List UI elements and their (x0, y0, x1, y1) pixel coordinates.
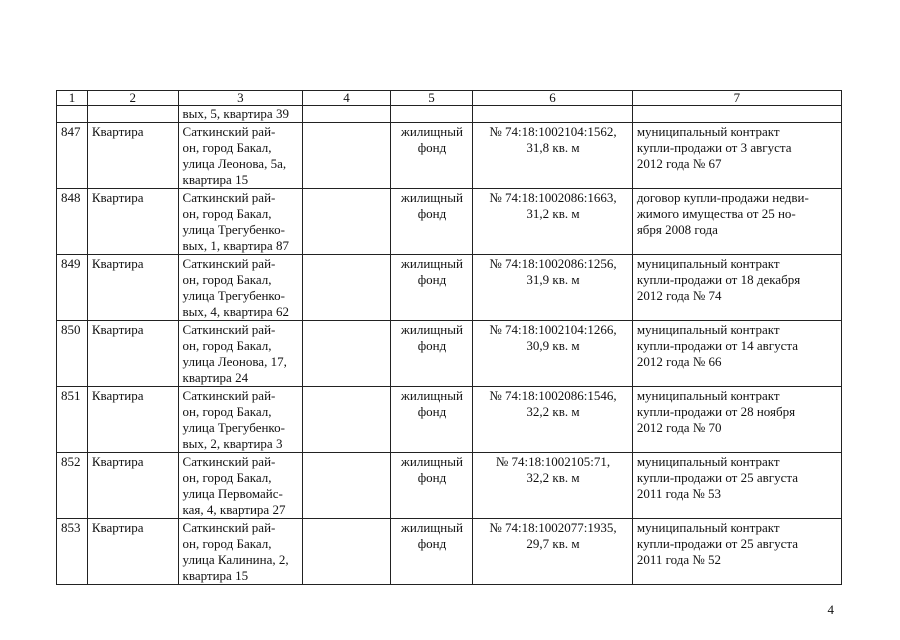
cell-fund (390, 321, 472, 387)
cell-basis (632, 106, 841, 123)
cell-number: 849 (57, 255, 88, 321)
cell-empty (303, 123, 391, 189)
cell-number: 850 (57, 321, 88, 387)
cell-address: вых, 5, квартира 39 (178, 106, 303, 123)
table-row (57, 189, 842, 255)
cell-line: жилищный (400, 124, 463, 139)
cell-line: Саткинский рай- (182, 454, 276, 469)
cell-type: Квартира (87, 189, 178, 255)
cell-address (178, 189, 303, 255)
table-row (57, 321, 842, 387)
column-header: 2 (87, 91, 178, 106)
cell-line: жилищный (400, 190, 463, 205)
cell-line: Саткинский рай- (182, 190, 276, 205)
cell-empty (303, 453, 391, 519)
cell-line: 32,2 кв. м (526, 404, 580, 419)
cell-basis (632, 255, 841, 321)
cell-number (57, 106, 88, 123)
cell-line: муниципальный контракт (636, 322, 780, 337)
cell-fund (390, 387, 472, 453)
column-header: 7 (632, 91, 841, 106)
cell-line: фонд (417, 140, 447, 155)
table-header (57, 91, 842, 106)
cell-basis (632, 123, 841, 189)
cell-type: Квартира (87, 387, 178, 453)
property-registry-table (56, 90, 842, 585)
cell-line: 2011 года № 52 (636, 552, 722, 567)
cell-basis (632, 453, 841, 519)
cell-line: 2012 года № 70 (636, 420, 722, 435)
cell-line: 31,2 кв. м (526, 206, 580, 221)
cell-line: № 74:18:1002086:1546, (489, 388, 617, 403)
cell-line: договор купли-продажи недви- (636, 190, 809, 205)
cell-fund (390, 106, 472, 123)
cell-type: Квартира (87, 321, 178, 387)
cell-line: 2012 года № 67 (636, 156, 722, 171)
continuation-row (57, 106, 842, 123)
cell-empty (303, 189, 391, 255)
cell-line: 31,8 кв. м (526, 140, 580, 155)
cell-type: Квартира (87, 519, 178, 585)
cell-cadastral (473, 321, 633, 387)
cell-line: ября 2008 года (636, 222, 718, 237)
cell-line: он, город Бакал, (182, 272, 272, 287)
table-row (57, 519, 842, 585)
column-header: 5 (390, 91, 472, 106)
cell-line: купли-продажи от 25 августа (636, 536, 798, 551)
cell-empty (303, 106, 391, 123)
cell-line: жилищный (400, 520, 463, 535)
cell-basis (632, 387, 841, 453)
table-row (57, 255, 842, 321)
cell-address (178, 519, 303, 585)
cell-line: Саткинский рай- (182, 256, 276, 271)
cell-line: он, город Бакал, (182, 536, 272, 551)
table-row (57, 123, 842, 189)
cell-line: фонд (417, 470, 447, 485)
cell-number: 853 (57, 519, 88, 585)
cell-empty (303, 519, 391, 585)
cell-line: кая, 4, квартира 27 (182, 502, 286, 517)
cell-cadastral (473, 519, 633, 585)
cell-type (87, 106, 178, 123)
cell-line: муниципальный контракт (636, 256, 780, 271)
cell-address (178, 321, 303, 387)
cell-line: вых, 1, квартира 87 (182, 238, 289, 253)
cell-line: улица Трегубенко- (182, 420, 285, 435)
cell-line: № 74:18:1002086:1663, (489, 190, 617, 205)
column-number-row (57, 91, 842, 106)
cell-type: Квартира (87, 123, 178, 189)
cell-line: квартира 24 (182, 370, 249, 385)
cell-line: фонд (417, 272, 447, 287)
cell-line: 2011 года № 53 (636, 486, 722, 501)
cell-line: улица Трегубенко- (182, 222, 285, 237)
cell-basis (632, 321, 841, 387)
cell-line: жимого имущества от 25 но- (636, 206, 796, 221)
cell-line: жилищный (400, 322, 463, 337)
cell-line: жилищный (400, 388, 463, 403)
cell-line: улица Леонова, 17, (182, 354, 287, 369)
cell-fund (390, 123, 472, 189)
table-body (57, 106, 842, 585)
cell-line: вых, 2, квартира 3 (182, 436, 283, 451)
cell-line: Саткинский рай- (182, 388, 276, 403)
cell-line: № 74:18:1002104:1562, (489, 124, 617, 139)
cell-address (178, 453, 303, 519)
cell-line: муниципальный контракт (636, 124, 780, 139)
cell-cadastral (473, 106, 633, 123)
cell-line: квартира 15 (182, 568, 249, 583)
cell-line: вых, 4, квартира 62 (182, 304, 289, 319)
cell-line: № 74:18:1002104:1266, (489, 322, 617, 337)
cell-address (178, 387, 303, 453)
cell-line: он, город Бакал, (182, 470, 272, 485)
cell-address (178, 255, 303, 321)
cell-line: он, город Бакал, (182, 140, 272, 155)
cell-line: 32,2 кв. м (526, 470, 580, 485)
cell-empty (303, 255, 391, 321)
cell-type: Квартира (87, 453, 178, 519)
cell-basis (632, 519, 841, 585)
cell-line: квартира 15 (182, 172, 249, 187)
cell-cadastral (473, 387, 633, 453)
cell-empty (303, 321, 391, 387)
cell-fund (390, 453, 472, 519)
cell-line: купли-продажи от 3 августа (636, 140, 792, 155)
cell-line: он, город Бакал, (182, 404, 272, 419)
cell-line: муниципальный контракт (636, 520, 780, 535)
cell-line: Саткинский рай- (182, 520, 276, 535)
cell-number: 848 (57, 189, 88, 255)
cell-empty (303, 387, 391, 453)
cell-fund (390, 255, 472, 321)
cell-line: муниципальный контракт (636, 454, 780, 469)
cell-cadastral (473, 123, 633, 189)
cell-cadastral (473, 255, 633, 321)
cell-line: улица Калинина, 2, (182, 552, 289, 567)
cell-line: купли-продажи от 25 августа (636, 470, 798, 485)
cell-line: улица Трегубенко- (182, 288, 285, 303)
cell-line: улица Первомайс- (182, 486, 283, 501)
cell-line: 30,9 кв. м (526, 338, 580, 353)
cell-line: 2012 года № 74 (636, 288, 722, 303)
cell-address (178, 123, 303, 189)
cell-number: 847 (57, 123, 88, 189)
cell-line: 31,9 кв. м (526, 272, 580, 287)
column-header: 6 (473, 91, 633, 106)
cell-line: муниципальный контракт (636, 388, 780, 403)
cell-line: купли-продажи от 14 августа (636, 338, 798, 353)
cell-line: улица Леонова, 5а, (182, 156, 287, 171)
cell-number: 852 (57, 453, 88, 519)
cell-line: жилищный (400, 454, 463, 469)
cell-line: жилищный (400, 256, 463, 271)
page-number: 4 (827, 602, 834, 617)
cell-line: № 74:18:1002105:71, (495, 454, 611, 469)
cell-basis (632, 189, 841, 255)
cell-cadastral (473, 189, 633, 255)
cell-line: 29,7 кв. м (526, 536, 580, 551)
cell-line: купли-продажи от 18 декабря (636, 272, 801, 287)
table-row (57, 453, 842, 519)
cell-line: фонд (417, 404, 447, 419)
table-row (57, 387, 842, 453)
cell-line: № 74:18:1002077:1935, (489, 520, 617, 535)
cell-fund (390, 519, 472, 585)
cell-line: фонд (417, 338, 447, 353)
cell-line: фонд (417, 206, 447, 221)
column-header: 1 (57, 91, 88, 106)
cell-line: он, город Бакал, (182, 338, 272, 353)
column-header: 3 (178, 91, 303, 106)
column-header: 4 (303, 91, 391, 106)
cell-line: фонд (417, 536, 447, 551)
cell-line: 2012 года № 66 (636, 354, 722, 369)
cell-line: Саткинский рай- (182, 322, 276, 337)
cell-line: Саткинский рай- (182, 124, 276, 139)
cell-number: 851 (57, 387, 88, 453)
cell-type: Квартира (87, 255, 178, 321)
cell-fund (390, 189, 472, 255)
cell-line: № 74:18:1002086:1256, (489, 256, 617, 271)
cell-line: купли-продажи от 28 ноября (636, 404, 796, 419)
cell-cadastral (473, 453, 633, 519)
cell-line: он, город Бакал, (182, 206, 272, 221)
